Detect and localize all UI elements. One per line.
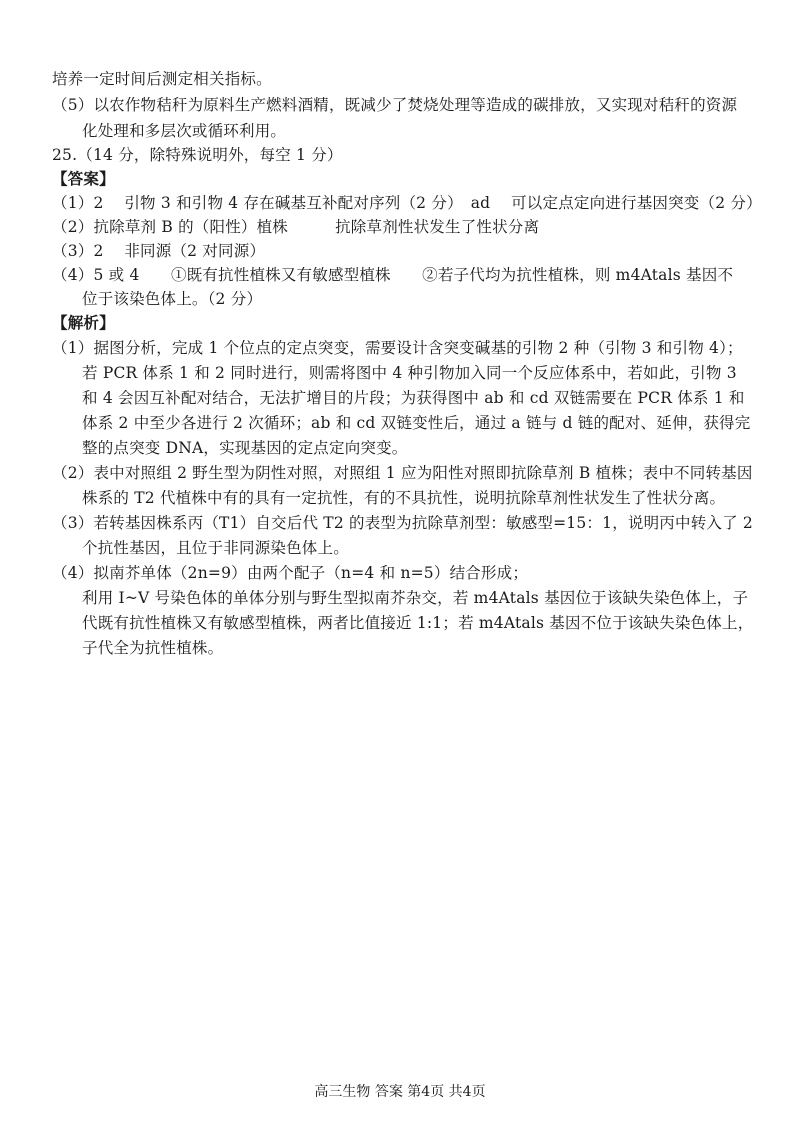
answer-line: 位于该染色体上。（2 分） — [82, 290, 263, 308]
analysis-line: 利用 I~V 号染色体的单体分别与野生型拟南芥杂交，若 m4Atals 基因位于该缺失染色体上，子 — [82, 589, 749, 607]
analysis-line: （4）拟南芥单体（2n=9）由两个配子（n=4 和 n=5）结合形成； — [52, 564, 529, 582]
analysis-line: （3）若转基因株系丙（T1）自交后代 T2 的表型为抗除草剂型：敏感型=15：1，说明丙中转入了 2 — [52, 514, 753, 532]
analysis-line: 株系的 T2 代植株中有的具有一定抗性，有的不具抗性，说明抗除草剂性状发生了性状分离。 — [82, 489, 726, 507]
analysis-line: （2）表中对照组 2 野生型为阴性对照，对照组 1 应为阳性对照即抗除草剂 B 植株；表中不同转基因 — [52, 464, 753, 482]
analysis-line: 和 4 会因互补配对结合，无法扩增目的片段；为获得图中 ab 和 cd 双链需要在 PCR 体系 1 和 — [82, 389, 745, 407]
answer-heading: 【答案】 — [52, 169, 115, 188]
text-line: （5）以农作物秸秆为原料生产燃料酒精，既减少了焚烧处理等造成的碳排放，又实现对秸秆的资源 — [52, 96, 738, 114]
analysis-line: 若 PCR 体系 1 和 2 同时进行，则需将图中 4 种引物加入同一个反应体系中，若如此，引物 3 — [82, 364, 737, 382]
analysis-line: 整的点突变 DNA，实现基因的定点定向突变。 — [82, 439, 408, 457]
analysis-line: 个抗性基因，且位于非同源染色体上。 — [82, 539, 349, 557]
analysis-line: 代既有抗性植株又有敏感型植株，两者比值接近 1:1；若 m4Atals 基因不位于该缺失染色体上， — [82, 614, 754, 632]
answer-line: （4）5 或 4 ①既有抗性植株又有敏感型植株 ②若子代均为抗性植株，则 m4Atals 基因不 — [52, 266, 734, 284]
analysis-line: 子代全为抗性植株。 — [82, 639, 224, 657]
question-header: 25.（14 分，除特殊说明外，每空 1 分） — [52, 146, 343, 164]
page-footer: 高三生物 答案 第4页 共4页 — [314, 1084, 486, 1100]
text-line: 培养一定时间后测定相关指标。 — [52, 70, 272, 88]
analysis-line: 体系 2 中至少各进行 2 次循环；ab 和 cd 双链变性后，通过 a 链与 d 链的配对、延伸，获得完 — [82, 414, 751, 432]
answer-line: （2）抗除草剂 B 的（阳性）植株 抗除草剂性状发生了性状分离 — [52, 218, 540, 236]
analysis-heading: 【解析】 — [52, 313, 115, 332]
answer-line: （1）2 引物 3 和引物 4 存在碱基互补配对序列（2 分） ad 可以定点定向进行基因突变（2 分） — [52, 194, 762, 212]
analysis-line: （1）据图分析，完成 1 个位点的定点突变，需要设计含突变碱基的引物 2 种（引物 3 和引物 4）； — [52, 339, 743, 357]
answer-line: （3）2 非同源（2 对同源） — [52, 242, 266, 260]
text-line: 化处理和多层次或循环利用。 — [82, 122, 287, 140]
